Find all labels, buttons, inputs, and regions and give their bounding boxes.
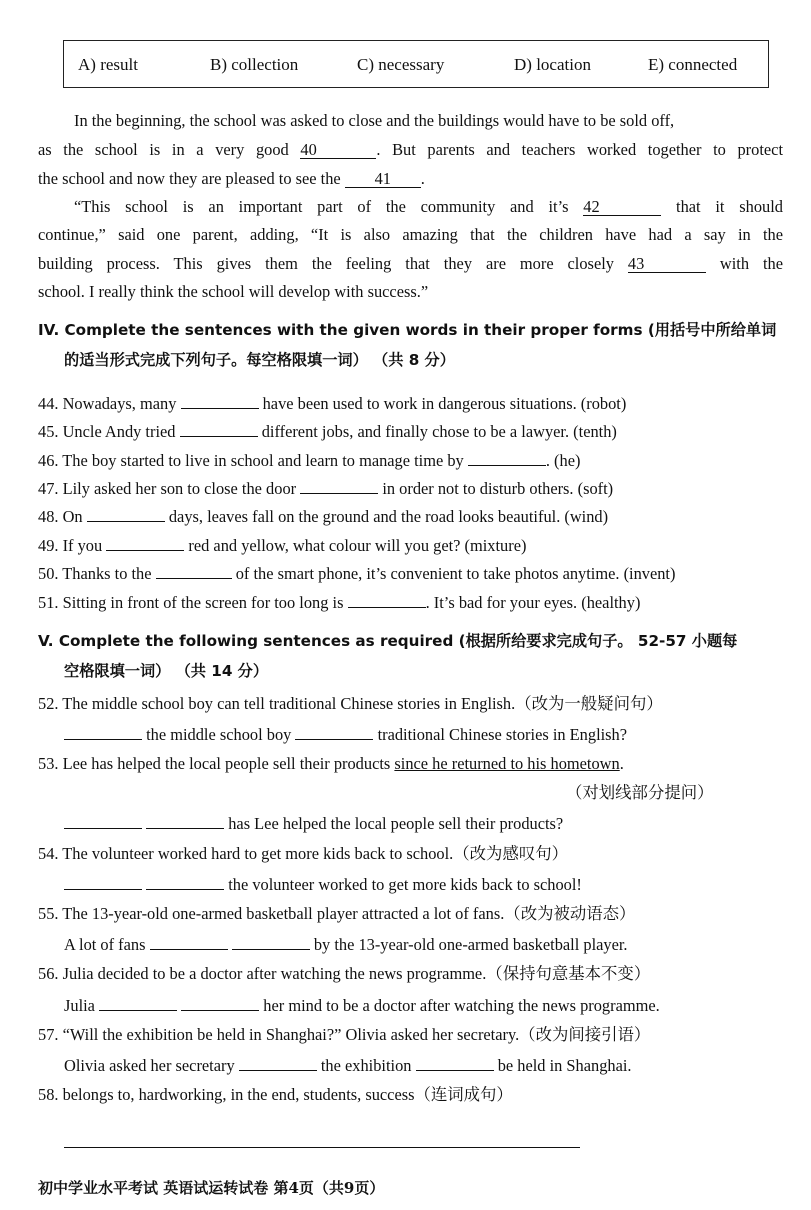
question-55-answer: A lot of fans by the 13-year-old one-armed basketball player. — [64, 935, 628, 954]
answer-blank[interactable] — [64, 739, 142, 740]
passage-line: as the school is in a very good 40 . But parents and teachers worked together to protect — [38, 140, 783, 159]
answer-blank[interactable] — [348, 607, 426, 608]
section-4-heading-cont: 的适当形式完成下列句子。每空格限填一词） （共 8 分） — [64, 351, 455, 369]
question-53: 53. Lee has helped the local people sell their products since he returned to his hometown. — [38, 754, 624, 773]
answer-blank[interactable] — [239, 1070, 317, 1071]
answer-blank[interactable] — [64, 828, 142, 829]
answer-blank[interactable] — [99, 1010, 177, 1011]
answer-blank[interactable] — [232, 949, 310, 950]
word-bank-box — [63, 40, 769, 88]
answer-blank[interactable] — [87, 521, 165, 522]
question-52: 52. The middle school boy can tell traditional Chinese stories in English.（改为一般疑问句） — [38, 694, 663, 713]
passage-line: “This school is an important part of the community and it’s 42 that it should — [74, 197, 783, 216]
blank-40[interactable]: 40 — [300, 141, 376, 159]
question-54: 54. The volunteer worked hard to get more kids back to school.（改为感叹句） — [38, 844, 569, 863]
question-51: 51. Sitting in front of the screen for too long is . It’s bad for your eyes. (healthy) — [38, 593, 641, 612]
question-58: 58. belongs to, hardworking, in the end, students, success（连词成句） — [38, 1085, 513, 1104]
question-49: 49. If you red and yellow, what colour will you get? (mixture) — [38, 536, 527, 555]
question-56-answer: Julia her mind to be a doctor after watching the news programme. — [64, 996, 660, 1015]
question-46: 46. The boy started to live in school and learn to manage time by . (he) — [38, 451, 581, 470]
answer-blank[interactable] — [156, 578, 232, 579]
passage-line: building process. This gives them the feeling that they are more closely 43 with the — [38, 254, 783, 273]
answer-blank[interactable] — [146, 828, 224, 829]
passage-line: In the beginning, the school was asked to close and the buildings would have to be sold off, — [74, 111, 675, 130]
word-option-b: B) collection — [210, 55, 299, 74]
question-54-answer: the volunteer worked to get more kids back to school! — [64, 875, 582, 895]
answer-line-58[interactable] — [64, 1147, 580, 1148]
question-53-note: （对划线部分提问） — [566, 783, 714, 802]
question-53-answer: has Lee helped the local people sell their products? — [64, 814, 563, 834]
section-5-heading-cont: 空格限填一词） （共 14 分） — [64, 662, 269, 680]
answer-blank[interactable] — [468, 465, 546, 466]
answer-blank[interactable] — [181, 1010, 259, 1011]
word-option-e: E) connected — [648, 55, 738, 74]
question-50: 50. Thanks to the of the smart phone, it’s convenient to take photos anytime. (invent) — [38, 564, 676, 583]
answer-blank[interactable] — [181, 408, 259, 409]
underlined-phrase: since he returned to his hometown — [394, 754, 620, 773]
question-57-answer: Olivia asked her secretary the exhibition be held in Shanghai. — [64, 1056, 632, 1075]
word-option-d: D) location — [514, 55, 591, 74]
answer-blank[interactable] — [416, 1070, 494, 1071]
word-option-c: C) necessary — [357, 55, 445, 74]
blank-43[interactable]: 43 — [628, 255, 706, 273]
passage-line: continue,” said one parent, adding, “It is also amazing that the children have had a say in the — [38, 225, 783, 244]
answer-blank[interactable] — [146, 889, 224, 890]
answer-blank[interactable] — [295, 739, 373, 740]
question-56: 56. Julia decided to be a doctor after watching the news programme.（保持句意基本不变） — [38, 964, 651, 983]
answer-blank[interactable] — [64, 889, 142, 890]
question-57: 57. “Will the exhibition be held in Shanghai?” Olivia asked her secretary.（改为间接引语） — [38, 1025, 651, 1044]
blank-41[interactable]: 41 — [345, 170, 421, 188]
answer-blank[interactable] — [150, 949, 228, 950]
blank-42[interactable]: 42 — [583, 198, 661, 216]
answer-blank[interactable] — [106, 550, 184, 551]
answer-blank[interactable] — [300, 493, 378, 494]
passage-line: school. I really think the school will develop with success.” — [38, 282, 429, 301]
page-footer: 初中学业水平考试 英语试运转试卷 第4页（共9页） — [38, 1179, 385, 1197]
passage-line: the school and now they are pleased to see the 41 . — [38, 169, 425, 188]
question-48: 48. On days, leaves fall on the ground and the road looks beautiful. (wind) — [38, 507, 609, 526]
question-52-answer: the middle school boy traditional Chinese stories in English? — [64, 725, 627, 745]
question-55: 55. The 13-year-old one-armed basketball player attracted a lot of fans.（改为被动语态） — [38, 904, 636, 923]
answer-blank[interactable] — [180, 436, 258, 437]
question-44: 44. Nowadays, many have been used to work in dangerous situations. (robot) — [38, 394, 627, 413]
question-45: 45. Uncle Andy tried different jobs, and finally chose to be a lawyer. (tenth) — [38, 422, 617, 441]
section-4-heading: IV. Complete the sentences with the given words in their proper forms (用括号中所给单词 — [38, 321, 777, 339]
question-47: 47. Lily asked her son to close the door in order not to disturb others. (soft) — [38, 479, 614, 498]
section-5-heading: V. Complete the following sentences as required (根据所给要求完成句子。 52-57 小题每 — [38, 632, 738, 650]
word-option-a: A) result — [78, 55, 138, 74]
